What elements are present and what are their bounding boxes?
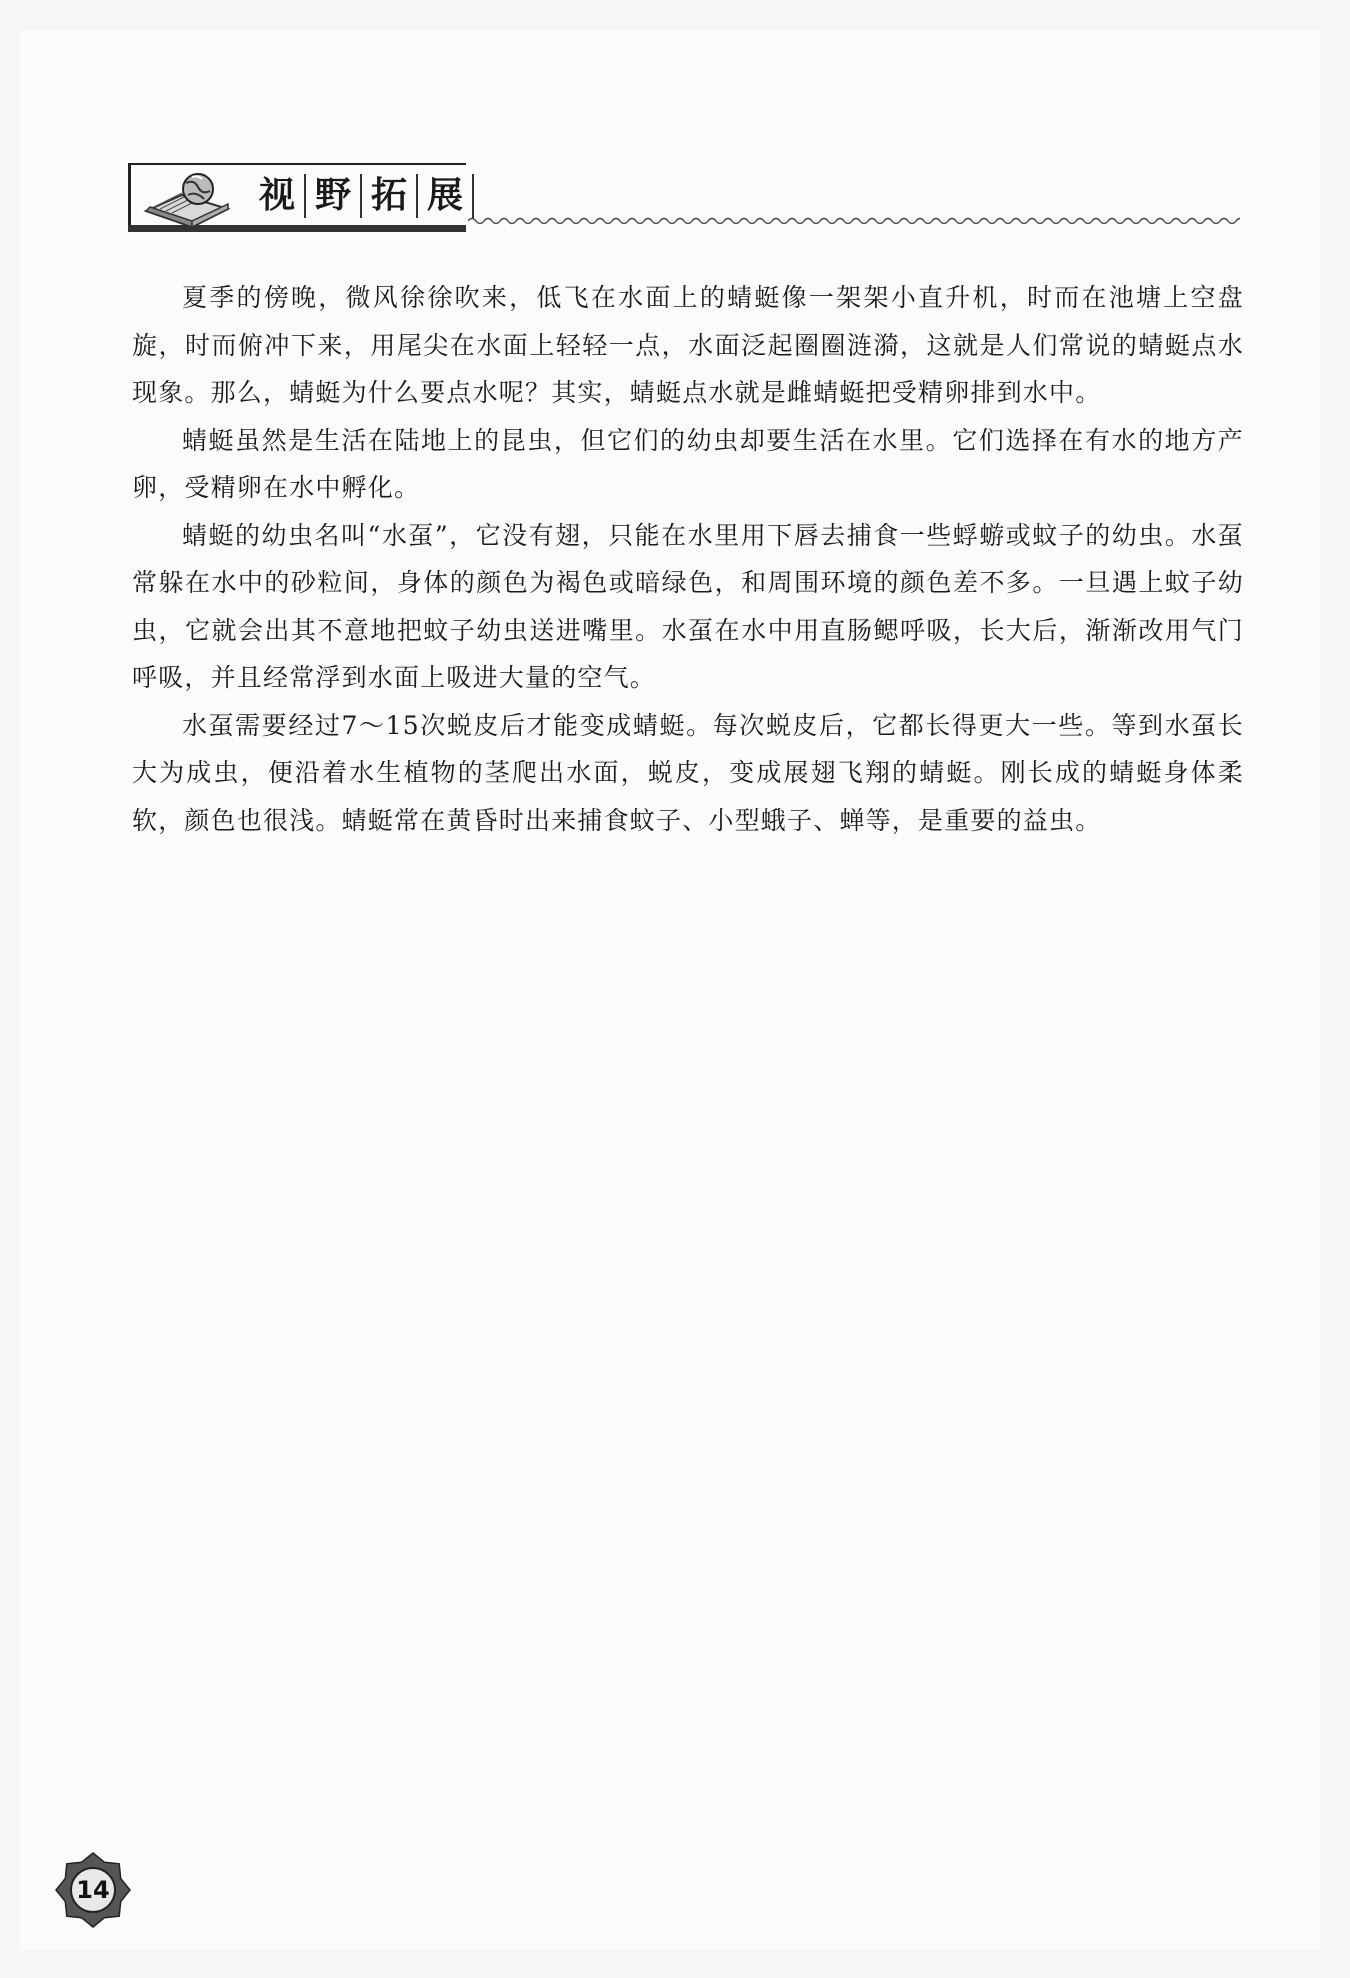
page-number: 14 — [76, 1876, 110, 1904]
section-title-char: 视 — [250, 174, 306, 218]
section-title-char: 野 — [306, 174, 362, 218]
article-body — [132, 274, 1244, 844]
paragraph: 蜻蜓的幼虫名叫“水虿”，它没有翅，只能在水里用下唇去捕食一些蜉蝣或蚊子的幼虫。水虿常躲在水中的砂粒间，身体的颜色为褐色或暗绿色，和周围环境的颜色差不多。一旦遇上蚊子幼虫，它就会出其不意地把蚊子幼虫送进嘴里。水虿在水中用直肠鳃呼吸，长大后，渐渐改用气门呼吸，并且经常浮到水面上吸进大量的空气。 — [132, 520, 1244, 692]
wavy-divider — [468, 215, 1240, 227]
paragraph: 水虿需要经过7～15次蜕皮后才能变成蜻蜓。每次蜕皮后，它都长得更大一些。等到水虿长大为成虫，便沿着水生植物的茎爬出水面，蜕皮，变成展翅飞翔的蜻蜓。刚长成的蜻蜓身体柔软，颜色也很浅。蜻蜓常在黄昏时出来捕食蚊子、小型蛾子、蝉等，是重要的益虫。 — [132, 710, 1244, 835]
section-title-char: 展 — [418, 174, 474, 218]
open-book-globe-icon — [142, 169, 237, 229]
paragraph: 夏季的傍晚，微风徐徐吹来，低飞在水面上的蜻蜓像一架架小直升机，时而在池塘上空盘旋，时而俯冲下来，用尾尖在水面上轻轻一点，水面泛起圈圈涟漪，这就是人们常说的蜻蜓点水现象。那么，蜻蜓为什么要点水呢？其实，蜻蜓点水就是雌蜻蜓把受精卵排到水中。 — [132, 283, 1244, 407]
section-title — [250, 171, 474, 221]
page-number-badge — [55, 1852, 131, 1928]
paragraph: 蜻蜓虽然是生活在陆地上的昆虫，但它们的幼虫却要生活在水里。它们选择在有水的地方产卵，受精卵在水中孵化。 — [132, 425, 1244, 502]
section-header — [128, 163, 1240, 233]
section-title-char: 拓 — [362, 174, 418, 218]
